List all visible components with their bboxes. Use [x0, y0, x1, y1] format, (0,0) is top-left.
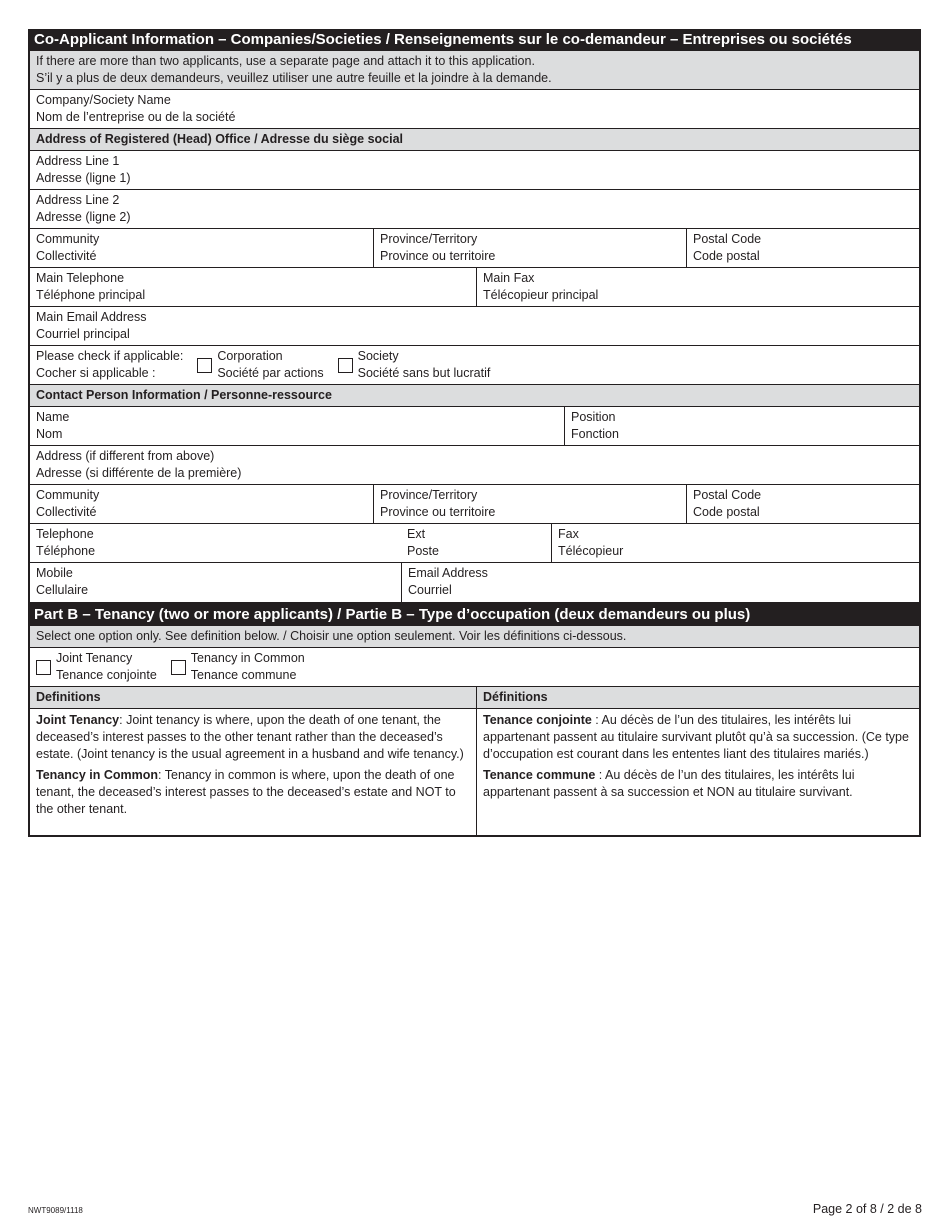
society-option[interactable]: Society Société sans but lucratif	[338, 348, 491, 381]
company-name-field[interactable]: Company/Society Name Nom de l’entreprise ou de la société	[36, 93, 236, 124]
postal-code-field[interactable]: Postal Code Code postal	[686, 229, 919, 267]
instructions-note: If there are more than two applicants, use a separate page and attach it to this application. S’il y a plus de deux demandeurs, veuillez utiliser une autre feuille et la joindre à la demande.	[36, 54, 552, 85]
contact-telephone-field[interactable]: Telephone Téléphone	[36, 527, 96, 558]
main-telephone-field[interactable]: Main Telephone Téléphone principal	[36, 271, 146, 302]
contact-community-field[interactable]: Community Collectivité	[36, 488, 100, 519]
check-label: Please check if applicable: Cocher si applicable :	[36, 349, 184, 380]
contact-extension-field[interactable]: Ext Poste	[407, 527, 439, 558]
form-number: NWT9089/1118	[28, 1206, 83, 1215]
joint-tenancy-definition: Joint Tenancy: Joint tenancy is where, upon the death of one tenant, the deceased’s interest passes to the other tenant rather than the deceased’s estate. (Joint tenancy is the usual agreement in a husband and wife tenancy.)	[36, 713, 464, 761]
contact-province-field[interactable]: Province/Territory Province ou territoire	[373, 485, 686, 523]
definitions-en	[30, 709, 476, 835]
page-number: Page 2 of 8 / 2 de 8	[812, 1202, 922, 1216]
joint-tenancy-checkbox[interactable]	[36, 660, 51, 675]
contact-email-field[interactable]: Email Address Courriel	[401, 563, 919, 602]
corporation-checkbox[interactable]	[197, 358, 212, 373]
definitions-fr	[476, 709, 919, 835]
contact-person-header: Contact Person Information / Personne-ressource	[36, 388, 332, 402]
society-checkbox[interactable]	[338, 358, 353, 373]
contact-position-field[interactable]: Position Fonction	[564, 407, 919, 445]
address-line-1-field[interactable]: Address Line 1 Adresse (ligne 1)	[36, 154, 131, 185]
entity-type-checkboxes	[30, 346, 919, 384]
tenancy-in-common-definition: Tenancy in Common: Tenancy in common is where, upon the death of one tenant, the deceased’s interest passes to the deceased’s estate and NOT to the other tenant.	[36, 768, 456, 816]
contact-name-field[interactable]: Name Nom	[36, 410, 70, 441]
address-line-2-field[interactable]: Address Line 2 Adresse (ligne 2)	[36, 193, 131, 224]
tenancy-section	[28, 604, 921, 837]
section-b-title: Part B – Tenancy (two or more applicants) / Partie B – Type d’occupation (deux demandeurs ou plus)	[28, 604, 921, 626]
tenance-commune-definition: Tenance commune : Au décès de l’un des titulaires, les intérêts lui appartenant passent à sa succession et NON au titulaire survivant.	[483, 768, 855, 799]
main-email-field[interactable]: Main Email Address Courriel principal	[36, 310, 147, 341]
section-a-title: Co-Applicant Information – Companies/Societies / Renseignements sur le co-demandeur – Entreprises ou sociétés	[28, 29, 921, 51]
contact-postal-code-field[interactable]: Postal Code Code postal	[686, 485, 919, 523]
tenancy-options	[30, 648, 919, 686]
definitions-header-fr: Définitions	[476, 687, 919, 708]
contact-fax-field[interactable]: Fax Télécopieur	[551, 524, 919, 562]
tenancy-instruction: Select one option only. See definition below. / Choisir une option seulement. Voir les définitions ci-dessous.	[36, 629, 627, 643]
definitions-header-en: Definitions	[36, 690, 101, 704]
tenancy-in-common-option[interactable]: Tenancy in Common Tenance commune	[171, 650, 305, 683]
office-address-header: Address of Registered (Head) Office / Adresse du siège social	[36, 132, 404, 146]
tenance-conjointe-definition: Tenance conjointe : Au décès de l’un des titulaires, les intérêts lui appartenant passent au titulaire survivant plutôt qu’à sa succession. (Ce type d’occupation est courant dans les ententes liant des titulaires mariés.)	[483, 713, 909, 761]
co-applicant-section	[28, 29, 921, 604]
joint-tenancy-option[interactable]: Joint Tenancy Tenance conjointe	[36, 650, 157, 683]
contact-mobile-field[interactable]: Mobile Cellulaire	[36, 566, 89, 597]
tenancy-in-common-checkbox[interactable]	[171, 660, 186, 675]
province-field[interactable]: Province/Territory Province ou territoire	[373, 229, 686, 267]
main-fax-field[interactable]: Main Fax Télécopieur principal	[476, 268, 919, 306]
community-field[interactable]: Community Collectivité	[36, 232, 100, 263]
contact-address-field[interactable]: Address (if different from above) Adresse (si différente de la première)	[36, 449, 242, 480]
corporation-option[interactable]: Corporation Société par actions	[197, 348, 323, 381]
